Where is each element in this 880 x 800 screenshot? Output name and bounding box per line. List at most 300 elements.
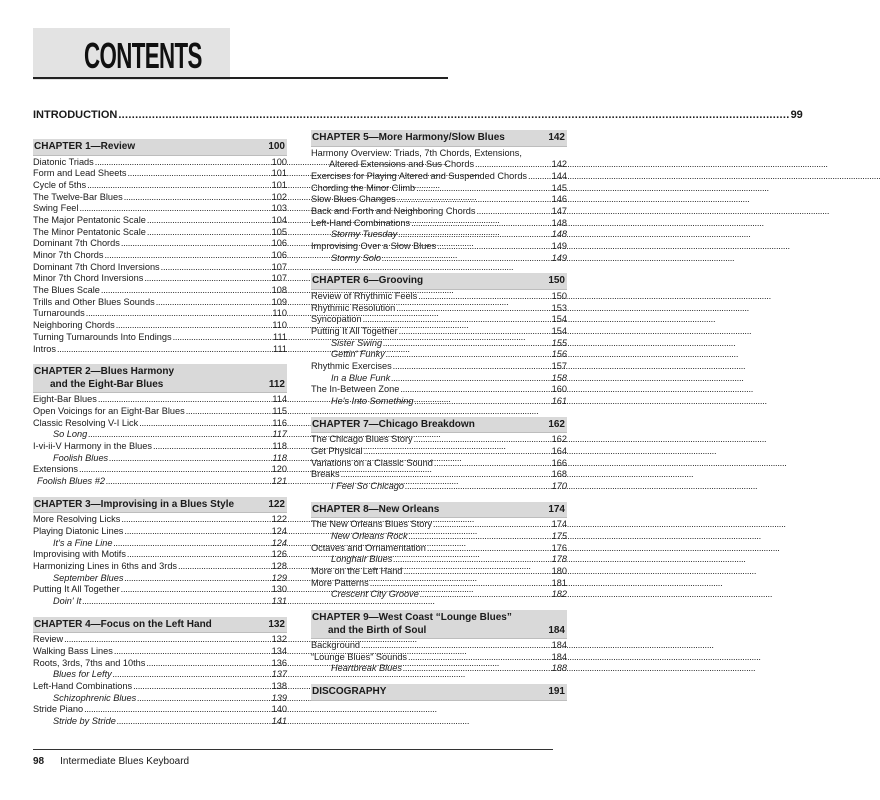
introduction-entry[interactable] [33,108,803,122]
chapter-title [312,612,548,637]
toc-entry[interactable] [33,704,287,716]
entry-page: 104 [271,214,287,225]
toc-entry[interactable] [33,157,287,169]
entry-page: 157 [551,361,567,372]
entry-label: Playing Diatonic Lines [33,525,124,536]
toc-entry[interactable] [311,206,567,218]
entry-continuation [311,159,567,171]
entry-page: 155 [551,337,567,348]
leader-dots [411,218,551,230]
entry-page: 154 [551,314,567,325]
leader-dots [433,519,551,531]
toc-entry[interactable] [33,526,287,538]
leader-dots [403,663,551,675]
entry-label: “Lounge Blues” Sounds [311,651,408,662]
leader-dots [114,646,271,658]
entry-label: Extensions [33,464,78,475]
toc-entry[interactable] [33,297,287,309]
toc-entry[interactable] [311,148,567,171]
entry-label: Putting It All Together [33,584,120,595]
entry-label: Dominant 7th Chords [33,238,120,249]
entry-page: 156 [551,349,567,360]
entry-label: Longhair Blues [331,554,393,565]
leader-dots [393,554,550,566]
entry-label: Syncopation [311,314,362,325]
entry-label: In a Blue Funk [331,372,391,383]
chapter-page: 174 [548,503,565,515]
entry-page: 137 [271,669,287,680]
toc-subentry[interactable] [33,573,287,585]
chapter-title-line: CHAPTER 2—Blues Harmony [34,366,175,378]
chapter-page: 122 [268,498,285,510]
toc-entry[interactable] [33,168,287,180]
chapter-page: 150 [548,275,565,287]
chapter-heading[interactable] [311,130,567,147]
chapter-title [34,141,268,154]
chapter-title [34,619,268,632]
leader-dots [147,215,271,227]
leader-dots [82,596,270,608]
entry-page: 182 [551,589,567,600]
entry-page: 166 [551,457,567,468]
leader-dots [434,458,551,470]
entry-page: 170 [551,481,567,492]
leader-dots [139,418,271,430]
toc-entry[interactable] [311,241,567,253]
toc-entry[interactable] [33,441,287,453]
leader-dots [127,168,270,180]
leader-dots [403,566,550,578]
entry-page: 122 [271,514,287,525]
toc-entry[interactable] [33,250,287,262]
chapter-heading[interactable] [33,617,287,634]
toc-entry[interactable] [311,458,567,470]
leader-dots [147,227,271,239]
leader-dots [398,229,550,241]
toc-entry[interactable] [33,549,287,561]
entry-page: 148 [551,229,567,240]
leader-dots [104,250,270,262]
chapter-title-line: CHAPTER 5—More Harmony/Slow Blues [312,132,505,143]
toc-entry[interactable] [311,218,567,230]
right-chapter-list [311,130,567,701]
toc-entry[interactable] [33,320,287,332]
entry-label: Harmony Overview: Triads, 7th Chords, Extensions, [311,147,522,158]
toc-subentry[interactable] [33,693,287,705]
entry-page: 120 [271,464,287,475]
title-rule [33,77,448,79]
toc-entry[interactable] [33,203,287,215]
chapter-title-line: CHAPTER 3—Improvising in a Blues Style [34,498,235,510]
entry-label: Classic Resolving V-I Lick [33,417,139,428]
entry-label: Blues for Lefty [53,669,112,680]
entry-label: The In-Between Zone [311,384,400,395]
entry-label: The Chicago Blues Story [311,434,413,445]
chapter-heading[interactable] [311,417,567,434]
entry-page: 111 [273,331,287,342]
chapter-section [33,364,287,488]
toc-subentry[interactable] [311,229,567,241]
toc-entry[interactable] [33,646,287,658]
entry-page: 111 [273,343,287,354]
leader-dots [95,157,271,169]
entry-page: 101 [271,179,287,190]
entry-page: 149 [551,241,567,252]
toc-entry[interactable] [311,291,567,303]
entry-page: 108 [271,285,287,296]
entry-page: 134 [271,645,287,656]
toc-subentry[interactable] [311,589,567,601]
entry-label: Stride by Stride [53,716,116,726]
entry-page: 164 [551,445,567,456]
entry-page: 184 [551,651,567,662]
leader-dots [383,338,551,350]
entry-label: Exercises for Playing Altered and Suspended Chords [311,170,528,181]
leader-dots [79,464,271,476]
entry-page: 129 [271,572,287,583]
toc-entry[interactable] [33,285,287,297]
entry-label: I-vi-ii-V Harmony in the Blues [33,440,152,451]
toc-entry[interactable] [311,543,567,555]
toc-subentry[interactable] [33,669,287,681]
entry-page: 131 [271,596,287,606]
leader-dots [173,332,272,344]
entry-page: 142 [551,159,567,170]
entry-label: Altered Extensions and Sus Chords [329,159,475,170]
entry-page: 118 [272,440,287,451]
leader-dots [382,253,551,265]
chapter-section [311,273,567,407]
leader-dots [156,297,271,309]
chapter-title-line: and the Birth of Soul [328,624,427,636]
chapter-heading[interactable] [33,139,287,156]
chapter-title-line: and the Eight-Bar Blues [50,378,164,390]
toc-subentry[interactable] [33,538,287,550]
entry-page: 139 [271,692,287,703]
toc-entry[interactable] [33,464,287,476]
chapter-title [312,419,548,432]
entry-page: 126 [271,549,287,560]
toc-entry[interactable] [311,519,567,531]
entry-page: 140 [271,704,287,715]
entry-page: 168 [551,469,567,480]
entry-page: 161 [551,396,567,407]
toc-entry[interactable] [33,227,287,239]
entry-label: Minor 7th Chord Inversions [33,273,144,284]
leader-dots [427,543,551,555]
entry-label: Heartbreak Blues [331,663,402,674]
toc-entry[interactable] [311,314,567,326]
leader-dots [121,238,271,250]
entry-label: More Resolving Licks [33,514,121,525]
entry-page: 103 [271,203,287,214]
chapter-heading[interactable] [311,273,567,290]
entry-page: 162 [551,434,567,445]
toc-subentry[interactable] [33,429,287,441]
entry-label: Review of Rhythmic Feels [311,290,418,301]
entry-page: 117 [272,429,287,440]
chapter-heading[interactable] [33,364,287,393]
entry-label: Left-Hand Combinations [311,217,411,228]
leader-dots [361,640,551,652]
leader-dots [400,384,550,396]
leader-dots [391,373,550,385]
entry-label: More on the Left Hand [311,565,403,576]
chapter-title [34,366,269,391]
leader-dots [178,561,271,573]
entry-page: 153 [551,302,567,313]
entry-page: 109 [271,296,287,307]
toc-subentry[interactable] [311,349,567,361]
chapter-heading[interactable] [311,502,567,519]
entry-label: The Twelve-Bar Blues [33,191,123,202]
toc-entry[interactable] [33,634,287,646]
entry-label: Diatonic Triads [33,156,94,167]
chapter-heading[interactable] [311,684,567,701]
entry-label: Improvising Over a Slow Blues [311,241,437,252]
toc-subentry[interactable] [33,596,287,608]
leader-dots [386,349,551,361]
toc-entry[interactable] [33,681,287,693]
entry-label: Schizophrenic Blues [53,692,137,703]
entry-label: The Minor Pentatonic Scale [33,226,146,237]
entry-label: Cycle of 5ths [33,179,87,190]
toc-entry[interactable] [311,640,567,652]
introduction-label: INTRODUCTION [33,109,118,121]
toc-entry[interactable] [311,652,567,664]
leader-dots [363,314,551,326]
leader-dots [416,183,550,195]
entry-label: Slow Blues Changes [311,194,396,205]
leader-dots [528,171,551,183]
entry-label: Breaks [311,469,340,480]
entry-label: Foolish Blues #2 [37,476,105,486]
entry-page: 121 [271,476,287,486]
toc-entry[interactable] [311,171,567,183]
toc-entry[interactable] [311,183,567,195]
entry-page: 158 [551,372,567,383]
toc-entry[interactable] [311,384,567,396]
entry-page: 100 [271,156,287,167]
entry-page: 106 [271,250,287,260]
entry-page: 147 [551,205,567,216]
toc-entry[interactable] [33,238,287,250]
entry-label: It's a Fine Line [53,537,113,548]
entry-label: Octaves and Ornamentation [311,542,426,553]
toc-subentry[interactable] [33,476,287,488]
toc-subentry[interactable] [311,253,567,265]
entry-page: 105 [271,226,287,237]
entry-label: The Major Pentatonic Scale [33,214,146,225]
leader-dots [476,206,550,218]
entry-page: 154 [551,325,567,336]
leader-dots [86,308,272,320]
leader-dots [124,526,270,538]
chapter-page: 100 [268,141,285,152]
entry-page: 107 [271,273,287,284]
entry-label: Review [33,634,64,645]
entry-page: 136 [271,657,287,668]
entry-label: New Orleans Rock [331,530,408,541]
toc-subentry[interactable] [311,373,567,385]
entry-page: 174 [551,519,567,530]
toc-entry[interactable] [33,332,287,344]
toc-entry[interactable] [33,561,287,573]
leader-dots [370,578,551,590]
toc-entry[interactable] [33,406,287,418]
entry-page: 141 [271,716,287,726]
toc-entry[interactable] [311,469,567,481]
leader-dots [414,396,550,408]
entry-label: Doin' It [53,596,82,606]
toc-subentry[interactable] [311,481,567,493]
toc-entry[interactable] [311,578,567,590]
leader-dots [121,514,270,526]
toc-entry[interactable] [311,361,567,373]
chapter-title-line: CHAPTER 6—Grooving [312,275,424,287]
toc-entry[interactable] [33,584,287,596]
leader-dots [121,584,271,596]
leader-dots [57,344,272,356]
toc-entry[interactable] [33,192,287,204]
toc-entry[interactable] [311,303,567,315]
chapter-section [311,610,567,675]
entry-label: The Blues Scale [33,285,100,296]
entry-label: Form and Lead Sheets [33,168,127,179]
toc-entry[interactable] [33,215,287,227]
toc-entry[interactable] [33,273,287,285]
toc-subentry[interactable] [33,716,287,728]
toc-right-column [311,130,567,710]
leader-dots [418,291,550,303]
chapter-section [33,497,287,608]
leader-dots [405,481,551,493]
chapter-section [311,684,567,701]
entry-page: 115 [272,405,287,416]
chapter-title-line: CHAPTER 9—West Coast “Lounge Blues” [312,612,512,624]
leader-dots [117,716,271,728]
entry-label: Get Physical [311,445,363,456]
entry-page: 181 [551,577,567,588]
leader-dots [124,192,271,204]
toc-entry[interactable] [311,446,567,458]
entry-label: More Patterns [311,577,369,588]
page-footer [33,756,189,767]
entry-page: 138 [271,680,287,691]
leader-dots [124,573,270,585]
toc-subentry[interactable] [33,453,287,465]
entry-page: 180 [551,565,567,576]
left-chapter-list [33,139,287,728]
entry-label: Neighboring Chords [33,320,115,331]
entry-label: Rhythmic Resolution [311,302,396,313]
entry-label: Rhythmic Exercises [311,361,392,372]
entry-page: 110 [272,320,287,331]
entry-label: Trills and Other Blues Sounds [33,296,155,307]
toc-entry[interactable] [33,308,287,320]
chapter-heading[interactable] [311,610,567,639]
toc-entry[interactable] [33,514,287,526]
toc-entry[interactable] [33,394,287,406]
leader-dots [84,704,271,716]
chapter-page: 184 [548,624,565,636]
entry-label: September Blues [53,572,124,583]
chapter-section [311,130,567,264]
leader-dots [364,446,551,458]
chapter-title-line: CHAPTER 1—Review [34,141,136,152]
toc-entry[interactable] [311,194,567,206]
leader-dots [109,453,271,465]
leader-dots [133,681,271,693]
toc-entry[interactable] [33,262,287,274]
entry-page: 128 [271,560,287,571]
leader-dots [408,652,551,664]
leader-dots [146,658,270,670]
leader-dots [341,469,551,481]
entry-label: Gettin' Funky [331,349,385,360]
leader-dots [127,549,271,561]
chapter-page: 162 [548,418,565,430]
toc-entry[interactable] [33,658,287,670]
entry-page: 148 [551,217,567,228]
leader-dots [101,285,271,297]
leader-dots [161,262,271,274]
chapter-title-line: CHAPTER 7—Chicago Breakdown [312,418,475,430]
entry-page: 146 [551,194,567,205]
entry-page: 106 [271,238,287,249]
entry-page: 101 [271,168,287,179]
leader-dots [113,538,270,550]
toc-subentry[interactable] [311,531,567,543]
entry-page: 144 [551,170,567,181]
chapter-title [312,504,548,517]
chapter-title [312,275,548,288]
entry-label: Minor 7th Chords [33,250,104,260]
entry-page: 150 [551,290,567,301]
leader-dots [88,429,271,441]
entry-label: Walking Bass Lines [33,645,113,656]
entry-label: Left-Hand Combinations [33,680,133,691]
entry-page: 118 [272,452,287,463]
toc-subentry[interactable] [311,554,567,566]
entry-label: Roots, 3rds, 7ths and 10ths [33,657,146,668]
toc-entry[interactable] [33,344,287,356]
chapter-page: 132 [268,618,285,630]
toc-subentry[interactable] [311,663,567,675]
toc-entry[interactable] [311,434,567,446]
chapter-page: 112 [268,378,285,390]
entry-label: The New Orleans Blues Story [311,519,433,530]
chapter-section [33,139,287,355]
chapter-heading[interactable] [33,497,287,514]
chapter-page: 142 [548,132,565,143]
entry-label: Dominant 7th Chord Inversions [33,261,160,272]
entry-page: 145 [551,182,567,193]
toc-entry[interactable] [33,180,287,192]
toc-subentry[interactable] [311,338,567,350]
entry-label: Back and Forth and Neighboring Chords [311,205,476,216]
chapter-title-line: CHAPTER 8—New Orleans [312,503,440,515]
entry-label: Turnarounds [33,308,85,319]
toc-subentry[interactable] [311,396,567,408]
toc-entry[interactable] [311,566,567,578]
toc-entry[interactable] [33,418,287,430]
toc-entry[interactable] [311,326,567,338]
leader-dots [87,180,271,192]
leader-dots [98,394,272,406]
entry-label: Improvising with Motifs [33,549,126,560]
leader-dots [437,241,551,253]
